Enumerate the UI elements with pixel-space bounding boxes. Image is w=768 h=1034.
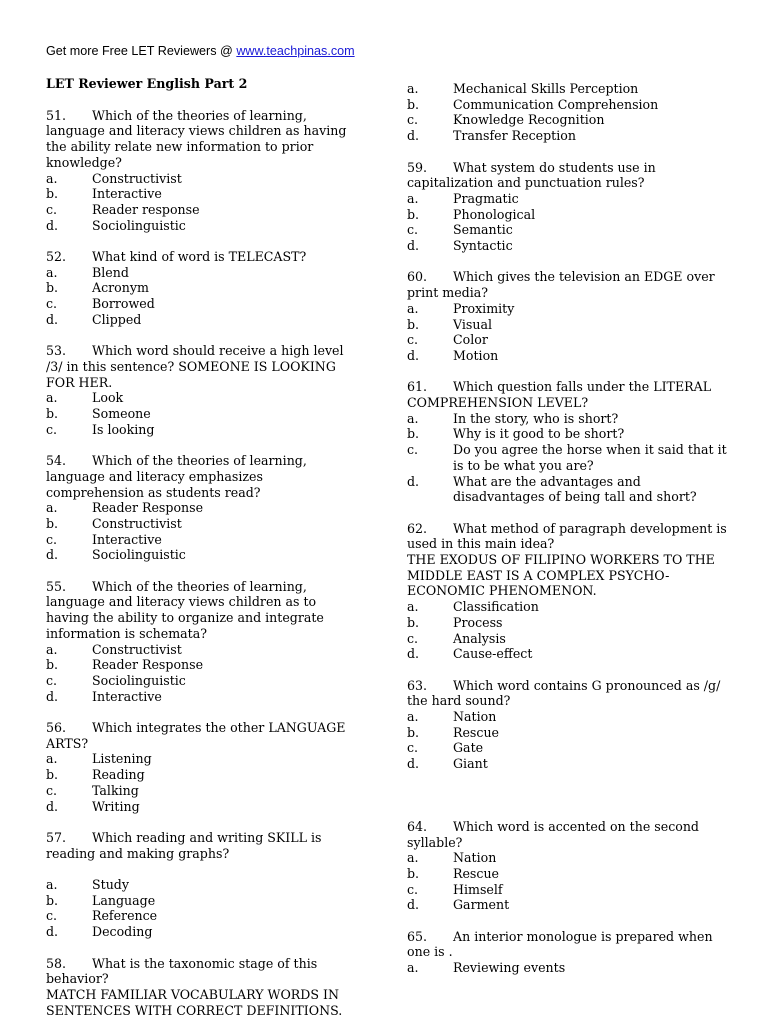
question-text: Which gives the television an EDGE over print media?	[407, 269, 715, 301]
option-text: In the story, who is short?	[453, 410, 619, 426]
option-text: Cause-effect	[453, 646, 533, 662]
option-text: Decoding	[92, 924, 153, 940]
question-number: 65.	[407, 928, 428, 944]
answer-option	[46, 186, 362, 202]
option-text: Do you agree the horse when it said that it is to be what you are?	[453, 442, 727, 473]
question-text: Which word contains G pronounced as /g/ the hard sound?	[407, 677, 721, 709]
answer-option	[407, 897, 727, 913]
question-text: Which reading and writing SKILL is reading and making graphs?	[46, 829, 322, 861]
option-letter: a.	[407, 709, 419, 725]
question-number: 56.	[46, 720, 67, 736]
option-text: Language	[92, 892, 156, 908]
question-text: Which question falls under the LITERAL COMPREHENSION LEVEL?	[407, 379, 712, 411]
question-passage: MATCH FAMILIAR VOCABULARY WORDS IN SENTENCES WITH CORRECT DEFINITIONS.	[46, 986, 343, 1018]
answer-option	[407, 474, 727, 505]
question-stem	[407, 929, 727, 960]
option-letter: a.	[407, 190, 419, 206]
question-stem	[46, 453, 362, 500]
option-text: Color	[453, 332, 488, 348]
question-stem	[46, 720, 362, 751]
option-letter: d.	[46, 798, 59, 814]
option-letter: c.	[407, 881, 419, 897]
answer-option	[46, 657, 362, 673]
option-letter: a.	[46, 390, 58, 406]
answer-option	[46, 280, 362, 296]
option-letter: a.	[46, 170, 58, 186]
question-stem	[407, 819, 727, 850]
option-letter: d.	[407, 897, 420, 913]
answer-option	[46, 642, 362, 658]
option-letter: d.	[407, 756, 420, 772]
answer-option	[407, 348, 727, 364]
option-text: Interactive	[92, 688, 162, 704]
option-text: Garment	[453, 897, 510, 913]
answer-option	[46, 547, 362, 563]
question-text: Which word should receive a high level /3/ in this sentence? SOMEONE IS LOOKING FOR HER.	[46, 343, 344, 390]
option-text: Sociolinguistic	[92, 217, 186, 233]
answer-option	[407, 442, 727, 473]
answer-option	[46, 516, 362, 532]
option-text: Acronym	[92, 280, 149, 296]
option-text: Blend	[92, 264, 129, 280]
option-text: Interactive	[92, 531, 162, 547]
question-text: What system do students use in capitalization and punctuation rules?	[407, 159, 656, 191]
question-passage: THE EXODUS OF FILIPINO WORKERS TO THE MIDDLE EAST IS A COMPLEX PSYCHO-ECONOMIC PHENOMENON.	[407, 552, 715, 599]
answer-option	[46, 312, 362, 328]
answer-option	[46, 689, 362, 705]
option-letter: c.	[46, 908, 58, 924]
question-item	[46, 453, 362, 563]
answer-option	[46, 783, 362, 799]
question-item	[46, 956, 362, 1019]
option-letter: c.	[407, 740, 419, 756]
option-text: Is looking	[92, 421, 155, 437]
answer-option	[407, 191, 727, 207]
question-text: What method of paragraph development is used in this main idea?	[407, 520, 727, 552]
option-letter: d.	[46, 217, 59, 233]
answer-option	[407, 725, 727, 741]
answer-option	[46, 751, 362, 767]
question-number: 63.	[407, 677, 428, 693]
question-text: Which of the theories of learning, language and literacy views children as to having the ability to organize and integrate information is schemata?	[46, 578, 324, 641]
option-text: Listening	[92, 751, 152, 767]
question-number: 53.	[46, 343, 67, 359]
option-text: Semantic	[453, 222, 513, 238]
question-number: 58.	[46, 955, 67, 971]
option-text: Interactive	[92, 186, 162, 202]
option-text: Clipped	[92, 311, 142, 327]
option-text: Knowledge Recognition	[453, 112, 605, 128]
question-item	[46, 108, 362, 234]
answer-option	[407, 81, 727, 97]
option-letter: b.	[46, 280, 59, 296]
option-letter: b.	[407, 316, 420, 332]
answer-option	[407, 740, 727, 756]
option-letter: c.	[407, 442, 419, 458]
answer-option	[46, 767, 362, 783]
option-text: Constructivist	[92, 515, 182, 531]
option-letter: c.	[46, 296, 58, 312]
answer-option	[46, 500, 362, 516]
option-letter: d.	[46, 311, 59, 327]
question-item	[407, 819, 727, 913]
answer-option	[407, 222, 727, 238]
answer-option	[407, 646, 727, 662]
option-text: Writing	[92, 798, 140, 814]
question-item	[407, 678, 727, 772]
question-stem	[407, 521, 727, 552]
option-letter: c.	[46, 201, 58, 217]
question-text: What is the taxonomic stage of this behavior?	[46, 955, 318, 987]
option-letter: a.	[46, 641, 58, 657]
question-number: 60.	[407, 269, 428, 285]
option-letter: d.	[407, 347, 420, 363]
option-letter: a.	[407, 960, 419, 976]
option-letter: c.	[407, 630, 419, 646]
option-letter: b.	[46, 892, 59, 908]
answer-option	[407, 97, 727, 113]
question-number: 55.	[46, 578, 67, 594]
answer-option	[46, 799, 362, 815]
question-number: 51.	[46, 107, 67, 123]
option-letter: a.	[46, 264, 58, 280]
header-line	[46, 44, 355, 60]
question-stem	[46, 830, 362, 861]
option-text: Rescue	[453, 865, 500, 881]
question-stem	[46, 108, 362, 171]
option-letter: a.	[46, 877, 58, 893]
left-column	[46, 76, 362, 1034]
option-text: Talking	[92, 782, 139, 798]
option-letter: c.	[407, 222, 419, 238]
option-letter: c.	[46, 672, 58, 688]
question-item	[407, 269, 727, 363]
option-text: Reader Response	[92, 657, 204, 673]
option-letter: b.	[407, 426, 420, 442]
option-text: Why is it good to be short?	[453, 426, 625, 442]
question-stem	[407, 678, 727, 709]
answer-option	[407, 238, 727, 254]
answer-option	[46, 202, 362, 218]
option-text: Look	[92, 390, 124, 406]
option-text: Reader response	[92, 201, 200, 217]
question-stem	[407, 379, 727, 410]
question-text: Which of the theories of learning, language and literacy emphasizes comprehension as students read?	[46, 453, 307, 500]
option-text: Process	[453, 614, 503, 630]
option-text: Constructivist	[92, 170, 182, 186]
option-text: Nation	[453, 850, 497, 866]
option-letter: b.	[46, 767, 59, 783]
option-letter: c.	[46, 531, 58, 547]
option-text: Visual	[453, 316, 493, 332]
option-letter: b.	[407, 724, 420, 740]
option-letter: a.	[407, 410, 419, 426]
option-text: Study	[92, 877, 129, 893]
question-stem	[46, 249, 362, 265]
option-letter: d.	[46, 924, 59, 940]
option-letter: a.	[407, 850, 419, 866]
answer-option	[46, 908, 362, 924]
option-text: Constructivist	[92, 641, 182, 657]
answer-option	[407, 207, 727, 223]
question-item	[46, 249, 362, 328]
answer-option	[407, 411, 727, 427]
option-text: Proximity	[453, 300, 515, 316]
answer-option	[46, 296, 362, 312]
question-stem	[46, 343, 362, 390]
blank-line	[46, 861, 362, 877]
question-number: 52.	[46, 249, 67, 265]
option-text: Sociolinguistic	[92, 672, 186, 688]
option-text: What are the advantages and disadvantages of being tall and short?	[453, 473, 697, 505]
answer-option	[407, 615, 727, 631]
question-text: Which word is accented on the second syllable?	[407, 818, 699, 850]
option-letter: d.	[407, 473, 420, 489]
right-question-list	[407, 81, 727, 976]
option-letter: b.	[407, 96, 420, 112]
option-letter: c.	[46, 782, 58, 798]
answer-option	[407, 756, 727, 772]
answer-option	[407, 882, 727, 898]
option-letter: a.	[407, 81, 419, 96]
option-text: Classification	[453, 599, 539, 615]
answer-option	[46, 422, 362, 438]
question-item	[407, 81, 727, 144]
question-item	[407, 379, 727, 505]
option-letter: b.	[46, 186, 59, 202]
option-text: Syntactic	[453, 238, 513, 254]
header-prefix: Get more Free LET Reviewers @	[46, 44, 237, 58]
question-item	[407, 929, 727, 976]
answer-option	[407, 317, 727, 333]
question-number: 61.	[407, 379, 428, 395]
answer-option	[407, 709, 727, 725]
option-letter: d.	[407, 128, 420, 144]
option-text: Analysis	[453, 630, 506, 646]
option-text: Pragmatic	[453, 190, 519, 206]
option-letter: a.	[407, 300, 419, 316]
option-letter: b.	[407, 865, 420, 881]
option-text: Giant	[453, 756, 488, 772]
option-text: Reader Response	[92, 500, 204, 516]
question-stem	[407, 269, 727, 300]
question-item	[407, 521, 727, 662]
answer-option	[407, 850, 727, 866]
option-text: Reading	[92, 767, 145, 783]
answer-option	[407, 301, 727, 317]
answer-option	[407, 332, 727, 348]
option-text: Nation	[453, 709, 497, 725]
answer-option	[407, 599, 727, 615]
option-letter: b.	[46, 657, 59, 673]
option-letter: a.	[407, 599, 419, 615]
option-letter: b.	[407, 206, 420, 222]
question-text: Which integrates the other LANGUAGE ARTS?	[46, 720, 346, 751]
question-number: 62.	[407, 520, 428, 536]
option-letter: c.	[407, 112, 419, 128]
question-item	[46, 579, 362, 705]
answer-option	[46, 893, 362, 909]
question-item	[407, 160, 727, 254]
question-text: An interior monologue is prepared when one is .	[407, 928, 713, 960]
question-stem	[46, 956, 362, 987]
option-text: Motion	[453, 347, 499, 363]
teachpinas-link[interactable]: www.teachpinas.com	[236, 44, 355, 58]
answer-option	[46, 673, 362, 689]
option-text: Phonological	[453, 206, 536, 222]
answer-option	[46, 406, 362, 422]
question-item	[46, 720, 362, 814]
option-letter: b.	[407, 614, 420, 630]
option-letter: a.	[46, 751, 58, 767]
option-text: Mechanical Skills Perception	[453, 81, 639, 96]
question-text: Which of the theories of learning, language and literacy views children as having the ability relate new information to prior knowledge?	[46, 107, 347, 170]
answer-option	[407, 631, 727, 647]
option-letter: b.	[46, 406, 59, 422]
option-text: Someone	[92, 406, 151, 422]
right-column	[407, 81, 727, 992]
option-letter: d.	[46, 547, 59, 563]
answer-option	[46, 877, 362, 893]
answer-option	[46, 924, 362, 940]
question-number: 57.	[46, 829, 67, 845]
question-number: 64.	[407, 818, 428, 834]
option-letter: c.	[46, 421, 58, 437]
answer-option	[46, 390, 362, 406]
option-letter: a.	[46, 500, 58, 516]
question-item	[46, 343, 362, 437]
option-letter: c.	[407, 332, 419, 348]
option-letter: b.	[46, 515, 59, 531]
option-text: Communication Comprehension	[453, 96, 659, 112]
option-text: Gate	[453, 740, 484, 756]
option-text: Sociolinguistic	[92, 547, 186, 563]
left-question-list	[46, 108, 362, 1019]
question-stem	[407, 160, 727, 191]
question-number: 59.	[407, 159, 428, 175]
answer-option	[46, 171, 362, 187]
option-letter: d.	[407, 646, 420, 662]
option-text: Borrowed	[92, 296, 155, 312]
option-letter: d.	[46, 688, 59, 704]
answer-option	[407, 960, 727, 976]
option-text: Rescue	[453, 724, 500, 740]
question-stem	[46, 579, 362, 642]
answer-option	[407, 426, 727, 442]
option-text: Transfer Reception	[453, 128, 576, 144]
option-text: Reviewing events	[453, 960, 566, 976]
document-title: LET Reviewer English Part 2	[46, 76, 248, 91]
answer-option	[407, 112, 727, 128]
option-letter: d.	[407, 238, 420, 254]
answer-option	[407, 128, 727, 144]
answer-option	[407, 866, 727, 882]
option-text: Reference	[92, 908, 158, 924]
question-text: What kind of word is TELECAST?	[92, 249, 307, 265]
question-item	[46, 830, 362, 940]
answer-option	[46, 265, 362, 281]
answer-option	[46, 532, 362, 548]
answer-option	[46, 218, 362, 234]
option-text: Himself	[453, 881, 503, 897]
question-number: 54.	[46, 453, 67, 469]
